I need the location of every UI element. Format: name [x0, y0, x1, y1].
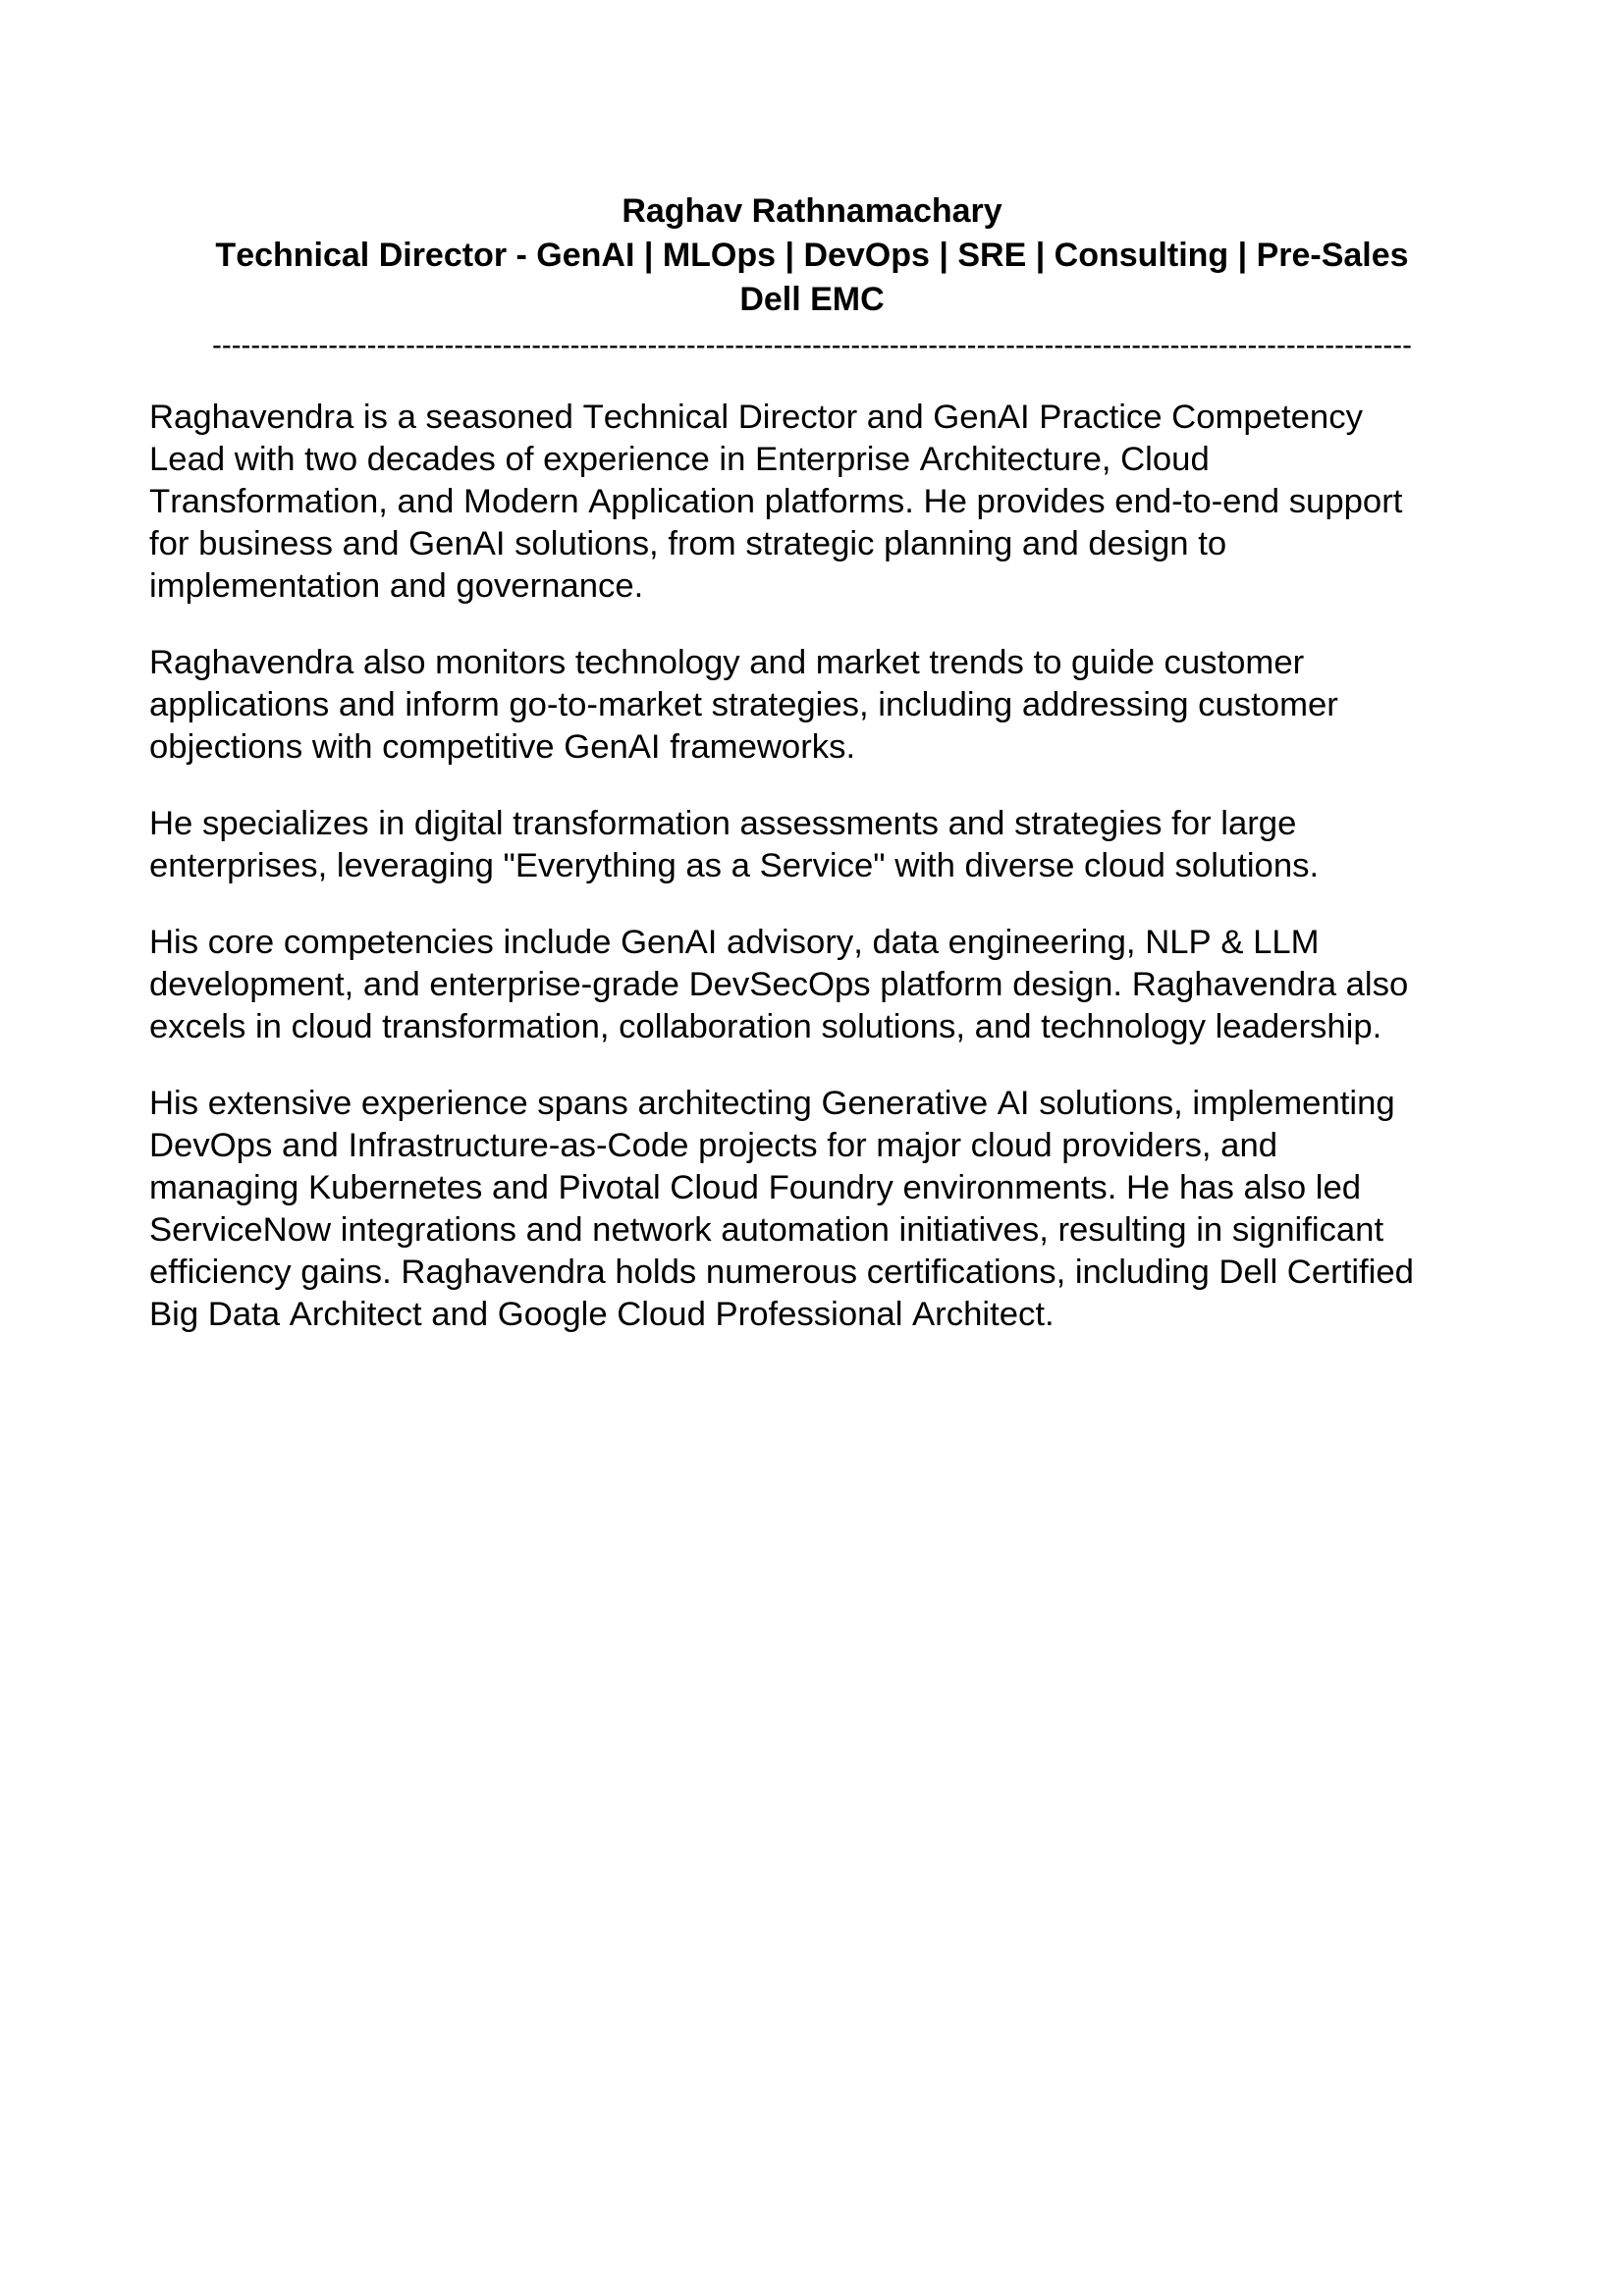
bio-body: [147, 397, 1477, 1336]
bio-paragraph: He specializes in digital transformation assessments and strategies for large enterprises, leveraging "Everything as a Service" with diverse cloud solutions.: [149, 805, 1320, 884]
person-name: Raghav Rathnamachary: [622, 192, 1002, 230]
dashed-separator: ----------------------------------------------------------------------------------------------------------------------------: [211, 329, 1412, 361]
company-name: Dell EMC: [739, 281, 885, 318]
bio-paragraph: Raghavendra is a seasoned Technical Director and GenAI Practice Competency Lead with two decades of experience in Enterprise Architecture, Cloud Transformation, and Modern Application platforms. He provides end-to-end support for business and GenAI solutions, from strategic planning and design to implementation and governance.: [149, 399, 1403, 605]
bio-paragraph: His extensive experience spans architecting Generative AI solutions, implementing DevOps and Infrastructure-as-Code projects for major cloud providers, and managing Kubernetes and Pivotal Cloud Foundry environments. He has also led ServiceNow integrations and network automation initiatives, resulting in significant efficiency gains. Raghavendra holds numerous certifications, including Dell Certified Big Data Architect and Google Cloud Professional Architect.: [149, 1085, 1414, 1333]
document-header: [147, 189, 1477, 322]
person-title: Technical Director - GenAI | MLOps | DevOps | SRE | Consulting | Pre-Sales: [215, 237, 1409, 274]
bio-paragraph: Raghavendra also monitors technology and market trends to guide customer applications and inform go-to-market strategies, including addressing customer objections with competitive GenAI frameworks.: [149, 644, 1338, 766]
bio-paragraph: His core competencies include GenAI advisory, data engineering, NLP & LLM development, and enterprise-grade DevSecOps platform design. Raghavendra also excels in cloud transformation, collaboration solutions, and technology leadership.: [149, 924, 1409, 1045]
